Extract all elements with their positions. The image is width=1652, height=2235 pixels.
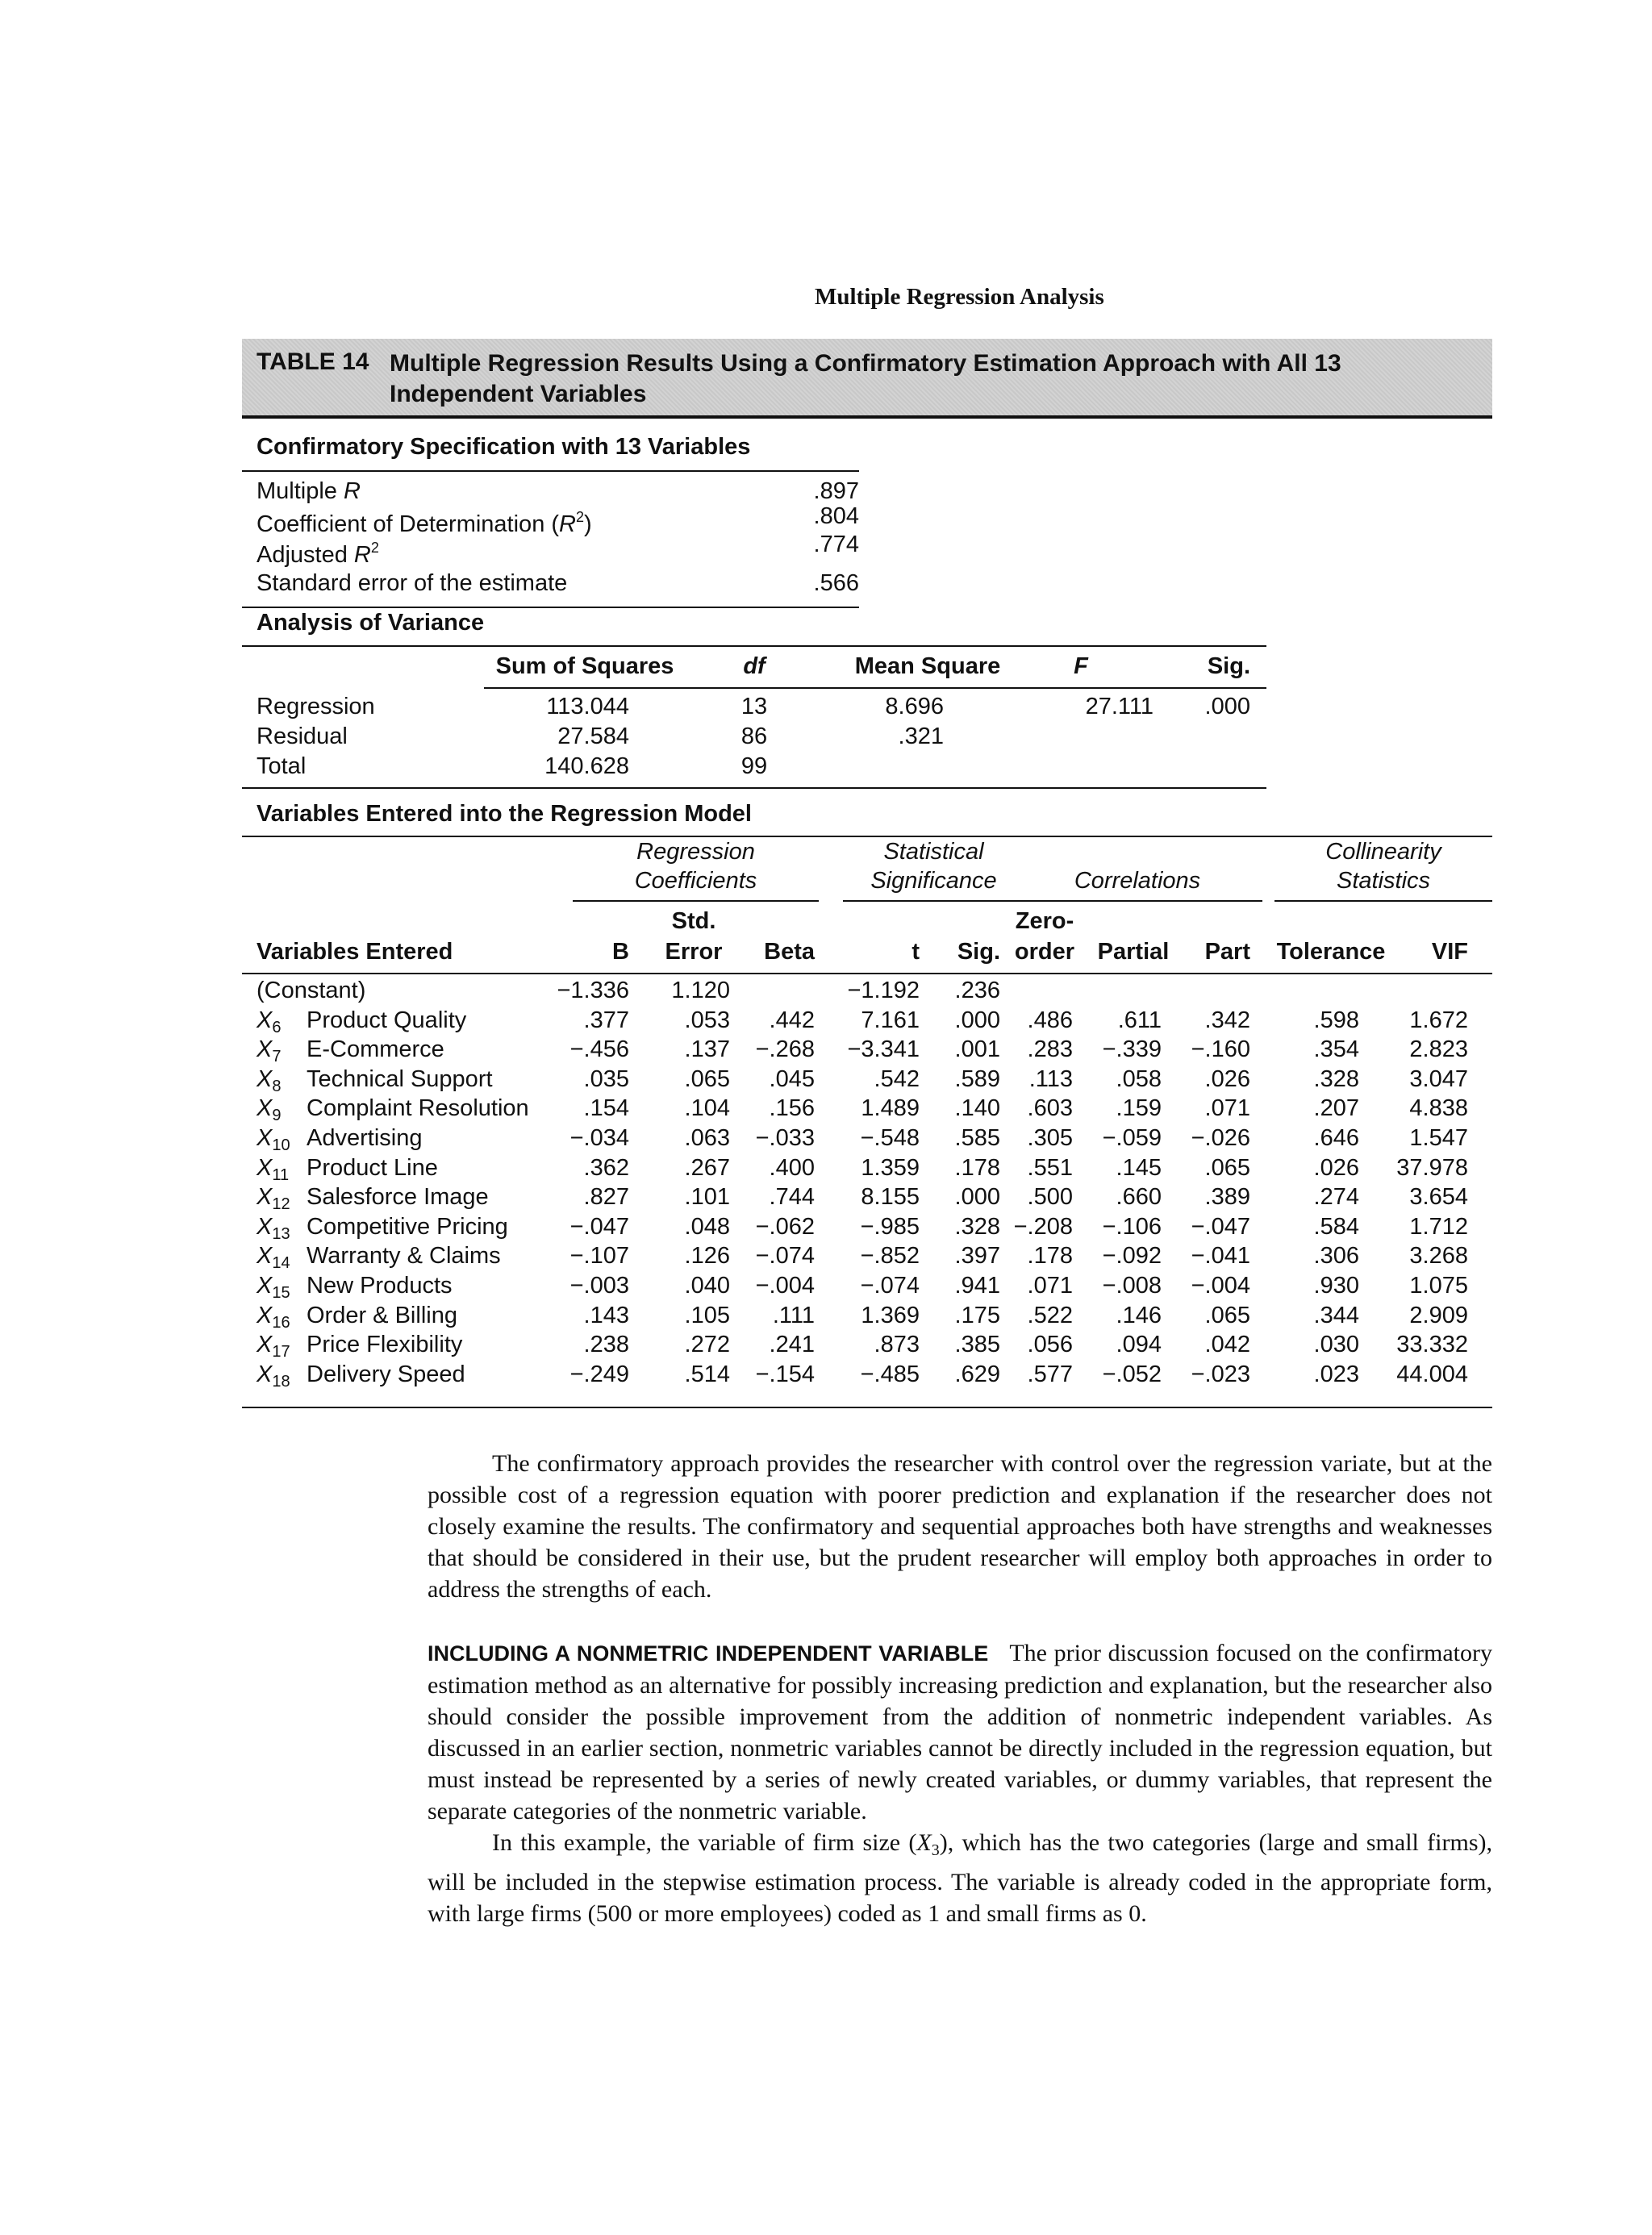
group-rule-significance xyxy=(843,900,1024,902)
cell-vif: 2.909 xyxy=(1409,1303,1468,1328)
cell-part: −.004 xyxy=(1191,1273,1250,1299)
cell-tol: .646 xyxy=(1313,1125,1359,1151)
paragraph-3-text-b: ), which has the two categories (large and small firms), will be included in the stepwise estimation process. The variable is already coded in the appropriate form, with large firms (500 or more employees) coded as 1 and small firms as 0. xyxy=(428,1829,1492,1927)
variable-subscript: 9 xyxy=(272,1107,282,1124)
variable-code xyxy=(257,1303,290,1332)
variable-code xyxy=(257,1332,290,1361)
cell-zero: .056 xyxy=(1027,1332,1073,1357)
cell-vif: 1.547 xyxy=(1409,1125,1468,1151)
cell-sig: .397 xyxy=(954,1243,1000,1269)
anova-cell: .000 xyxy=(1204,694,1250,719)
cell-t: −.985 xyxy=(860,1214,920,1240)
cell-se: .048 xyxy=(684,1214,730,1240)
variable-code xyxy=(257,1273,290,1303)
cell-sig: .175 xyxy=(954,1303,1000,1328)
summary-value: .566 xyxy=(813,570,859,596)
cell-part: −.026 xyxy=(1191,1125,1250,1151)
variable-code xyxy=(257,1125,290,1155)
model-summary-heading: Confirmatory Specification with 13 Variables xyxy=(257,434,751,460)
cell-partial: .145 xyxy=(1116,1155,1162,1181)
group-header-regression: Regression xyxy=(636,839,755,865)
cell-partial: −.092 xyxy=(1102,1243,1162,1269)
cell-part: .026 xyxy=(1204,1066,1250,1092)
cell-sig: .178 xyxy=(954,1155,1000,1181)
paragraph-2 xyxy=(428,1637,1492,1827)
variable-code xyxy=(257,1361,290,1391)
cell-vif: 1.712 xyxy=(1409,1214,1468,1240)
cell-vif: 37.978 xyxy=(1396,1155,1468,1181)
variable-code xyxy=(257,1036,281,1066)
cell-tol: .023 xyxy=(1313,1361,1359,1387)
variable-name: Price Flexibility xyxy=(307,1332,463,1357)
anova-cell: 140.628 xyxy=(544,753,629,779)
anova-cell: 13 xyxy=(740,694,768,719)
cell-t: −1.192 xyxy=(847,978,920,1003)
cell-vif: 1.672 xyxy=(1409,1007,1468,1033)
cell-sig: .000 xyxy=(954,1184,1000,1210)
cell-sig: .140 xyxy=(954,1095,1000,1121)
cell-tol: .306 xyxy=(1313,1243,1359,1269)
variable-letter: X xyxy=(257,1125,273,1151)
cell-zero: .178 xyxy=(1027,1243,1073,1269)
cell-zero: .577 xyxy=(1027,1361,1073,1387)
variable-name: Competitive Pricing xyxy=(307,1214,508,1240)
cell-partial: −.059 xyxy=(1102,1125,1162,1151)
cell-tol: .207 xyxy=(1313,1095,1359,1121)
cell-b: .143 xyxy=(583,1303,629,1328)
variable-letter: X xyxy=(257,1214,273,1240)
cell-zero: .551 xyxy=(1027,1155,1073,1181)
variable-letter: X xyxy=(257,1273,273,1299)
cell-b: −.456 xyxy=(569,1036,629,1062)
summary-value: .897 xyxy=(813,478,859,504)
col-header-vif: VIF xyxy=(1431,939,1468,965)
col-header-zero: Zero- xyxy=(1015,908,1074,934)
cell-partial: .159 xyxy=(1116,1095,1162,1121)
cell-b: −.034 xyxy=(569,1125,629,1151)
group-rule-regression xyxy=(573,900,819,902)
variable-name: (Constant) xyxy=(257,978,366,1003)
cell-vif: 3.047 xyxy=(1409,1066,1468,1092)
cell-sig: .328 xyxy=(954,1214,1000,1240)
cell-t: −.852 xyxy=(860,1243,920,1269)
cell-tol: .598 xyxy=(1313,1007,1359,1033)
variable-subscript: 17 xyxy=(272,1343,290,1361)
variable-code xyxy=(257,1066,281,1096)
anova-cell: 113.044 xyxy=(546,694,629,719)
cell-sig: .589 xyxy=(954,1066,1000,1092)
cell-part: .042 xyxy=(1204,1332,1250,1357)
cell-beta: −.004 xyxy=(755,1273,815,1299)
variable-code xyxy=(257,1007,281,1037)
variable-name: Advertising xyxy=(307,1125,423,1151)
cell-beta: −.062 xyxy=(755,1214,815,1240)
col-header-std: Std. xyxy=(671,908,716,934)
variable-name: Product Line xyxy=(307,1155,438,1181)
cell-b: .377 xyxy=(583,1007,629,1033)
cell-t: −3.341 xyxy=(847,1036,920,1062)
variable-code xyxy=(257,1095,281,1125)
variable-subscript: 16 xyxy=(272,1314,290,1332)
anova-cell: 27.111 xyxy=(1085,694,1153,719)
cell-part: .065 xyxy=(1204,1155,1250,1181)
cell-tol: .354 xyxy=(1313,1036,1359,1062)
variable-letter: X xyxy=(257,1184,273,1210)
variable-letter: X xyxy=(257,1007,273,1033)
variable-subscript: 14 xyxy=(272,1254,290,1272)
cell-vif: 3.268 xyxy=(1409,1243,1468,1269)
variable-subscript: 12 xyxy=(272,1195,290,1213)
anova-header-ms: Mean Square xyxy=(854,653,1001,679)
cell-beta: −.033 xyxy=(755,1125,815,1151)
col-header-t: t xyxy=(912,939,920,965)
cell-t: 1.359 xyxy=(861,1155,920,1181)
variable-name: New Products xyxy=(307,1273,453,1299)
variable-letter: X xyxy=(257,1095,273,1121)
cell-tol: .026 xyxy=(1313,1155,1359,1181)
summary-label-se: Standard error of the estimate xyxy=(257,570,568,596)
variable-letter: X xyxy=(257,1303,273,1328)
cell-beta: −.268 xyxy=(755,1036,815,1062)
run-in-heading: INCLUDING A NONMETRIC INDEPENDENT VARIABLE xyxy=(428,1641,989,1666)
cell-t: 1.489 xyxy=(861,1095,920,1121)
variable-name: Order & Billing xyxy=(307,1303,457,1328)
cell-t: 8.155 xyxy=(861,1184,920,1210)
cell-zero: .283 xyxy=(1027,1036,1073,1062)
cell-t: −.074 xyxy=(860,1273,920,1299)
cell-vif: 3.654 xyxy=(1409,1184,1468,1210)
variable-subscript: 10 xyxy=(272,1136,290,1154)
cell-sig: .941 xyxy=(954,1273,1000,1299)
cell-b: .154 xyxy=(583,1095,629,1121)
cell-b: −.107 xyxy=(569,1243,629,1269)
variable-letter: X xyxy=(257,1036,273,1062)
cell-zero: .522 xyxy=(1027,1303,1073,1328)
variable-letter: X xyxy=(257,1066,273,1092)
cell-beta: .744 xyxy=(769,1184,815,1210)
col-header-variables: Variables Entered xyxy=(257,939,453,965)
group-header-correlations: Correlations xyxy=(1074,868,1201,894)
cell-vif: 2.823 xyxy=(1409,1036,1468,1062)
cell-part: −.160 xyxy=(1191,1036,1250,1062)
variable-code xyxy=(257,1214,290,1244)
cell-vif: 4.838 xyxy=(1409,1095,1468,1121)
summary-rule-top xyxy=(242,470,859,472)
cell-beta: .241 xyxy=(769,1332,815,1357)
variable-letter: X xyxy=(257,1243,273,1269)
cell-partial: .058 xyxy=(1116,1066,1162,1092)
summary-value: .804 xyxy=(813,503,859,529)
cell-se: .105 xyxy=(684,1303,730,1328)
cell-zero: .500 xyxy=(1027,1184,1073,1210)
table-banner xyxy=(242,339,1492,419)
anova-cell: 99 xyxy=(740,753,768,779)
cell-sig: .001 xyxy=(954,1036,1000,1062)
anova-header-sig: Sig. xyxy=(1207,653,1250,679)
anova-rule-bottom xyxy=(242,787,1266,789)
cell-partial: .146 xyxy=(1116,1303,1162,1328)
cell-part: −.023 xyxy=(1191,1361,1250,1387)
cell-tol: .930 xyxy=(1313,1273,1359,1299)
cell-tol: .328 xyxy=(1313,1066,1359,1092)
cell-se: .101 xyxy=(684,1184,730,1210)
cell-b: .238 xyxy=(583,1332,629,1357)
variable-name: Delivery Speed xyxy=(307,1361,465,1387)
cell-zero: −.208 xyxy=(1013,1214,1073,1240)
cell-b: −1.336 xyxy=(557,978,629,1003)
variable-subscript: 15 xyxy=(272,1284,290,1302)
variable-subscript: 11 xyxy=(272,1166,290,1184)
body-text xyxy=(428,1448,1492,1929)
col-header-b: B xyxy=(612,939,629,965)
cell-vif: 1.075 xyxy=(1409,1273,1468,1299)
variable-letter: X xyxy=(257,1332,273,1357)
cell-sig: .585 xyxy=(954,1125,1000,1151)
variable-subscript: 8 xyxy=(272,1078,282,1095)
summary-value: .774 xyxy=(813,532,859,557)
group-header-collinearity: Collinearity xyxy=(1325,839,1441,865)
variable-code xyxy=(257,1155,289,1185)
cell-part: −.041 xyxy=(1191,1243,1250,1269)
cell-se: .272 xyxy=(684,1332,730,1357)
cell-zero: .603 xyxy=(1027,1095,1073,1121)
variable-letter: X xyxy=(257,1361,273,1387)
cell-beta: −.154 xyxy=(755,1361,815,1387)
col-header-beta: Beta xyxy=(764,939,815,965)
cell-t: 1.369 xyxy=(861,1303,920,1328)
variable-letter: X xyxy=(257,1155,273,1181)
cell-partial: .660 xyxy=(1116,1184,1162,1210)
anova-heading: Analysis of Variance xyxy=(257,610,485,636)
anova-rule-header xyxy=(484,687,1266,689)
cell-beta: .156 xyxy=(769,1095,815,1121)
cell-sig: .629 xyxy=(954,1361,1000,1387)
variable-subscript: 6 xyxy=(272,1019,282,1036)
cell-beta: .442 xyxy=(769,1007,815,1033)
cell-zero: .305 xyxy=(1027,1125,1073,1151)
cell-beta: −.074 xyxy=(755,1243,815,1269)
col-header-part: Part xyxy=(1204,939,1250,965)
cell-t: .873 xyxy=(874,1332,920,1357)
group-rule-correlations xyxy=(1012,900,1262,902)
cell-zero: .113 xyxy=(1028,1066,1073,1092)
cell-part: .065 xyxy=(1204,1303,1250,1328)
variable-name: Complaint Resolution xyxy=(307,1095,529,1121)
cell-tol: .274 xyxy=(1313,1184,1359,1210)
cell-se: .065 xyxy=(684,1066,730,1092)
anova-header-f: F xyxy=(1074,653,1088,679)
col-header-order: order xyxy=(1014,939,1075,965)
anova-row-label: Total xyxy=(257,753,307,779)
variable-name: Product Quality xyxy=(307,1007,467,1033)
variable-code xyxy=(257,1243,290,1273)
group-header-collinearity: Statistics xyxy=(1336,868,1431,894)
cell-sig: .385 xyxy=(954,1332,1000,1357)
col-header-partial: Partial xyxy=(1097,939,1170,965)
anova-row-label: Regression xyxy=(257,694,375,719)
cell-t: .542 xyxy=(874,1066,920,1092)
summary-label-adj-r2: Adjusted $R^2$ xyxy=(257,540,379,568)
cell-se: .514 xyxy=(684,1361,730,1387)
coefficients-heading: Variables Entered into the Regression Model xyxy=(257,801,752,827)
summary-label-r2: Coefficient of Determination $(R^2)$ xyxy=(257,509,592,537)
anova-header-df: df xyxy=(743,653,766,679)
cell-partial: .094 xyxy=(1116,1332,1162,1357)
cell-tol: .030 xyxy=(1313,1332,1359,1357)
paragraph-3-text-a: In this example, the variable of firm size ( xyxy=(492,1829,917,1856)
variable-name: Salesforce Image xyxy=(307,1184,489,1210)
variable-name: Technical Support xyxy=(307,1066,493,1092)
coef-rule-header xyxy=(242,973,1492,974)
variable-subscript: 7 xyxy=(272,1048,282,1065)
paragraph-3-subscript: 3 xyxy=(931,1841,940,1859)
col-header-sig: Sig. xyxy=(957,939,1000,965)
anova-header-ss: Sum of Squares xyxy=(495,653,674,679)
variable-name: E-Commerce xyxy=(307,1036,444,1062)
group-header-significance: Significance xyxy=(870,868,997,894)
cell-b: .362 xyxy=(583,1155,629,1181)
cell-vif: 33.332 xyxy=(1396,1332,1468,1357)
running-head: Multiple Regression Analysis xyxy=(815,284,1104,310)
cell-tol: .584 xyxy=(1313,1214,1359,1240)
col-header-tolerance: Tolerance xyxy=(1276,939,1386,965)
paragraph-3 xyxy=(428,1827,1492,1929)
cell-se: .063 xyxy=(684,1125,730,1151)
variable-subscript: 18 xyxy=(272,1373,290,1391)
summary-rule-bottom xyxy=(242,607,859,608)
cell-part: .071 xyxy=(1204,1095,1250,1121)
cell-se: 1.120 xyxy=(671,978,730,1003)
cell-se: .104 xyxy=(684,1095,730,1121)
cell-se: .040 xyxy=(684,1273,730,1299)
cell-tol: .344 xyxy=(1313,1303,1359,1328)
cell-b: −.047 xyxy=(569,1214,629,1240)
cell-part: −.047 xyxy=(1191,1214,1250,1240)
summary-label-multiple-r: Multiple R xyxy=(257,478,361,504)
cell-partial: −.052 xyxy=(1102,1361,1162,1387)
cell-b: −.249 xyxy=(569,1361,629,1387)
cell-part: .389 xyxy=(1204,1184,1250,1210)
cell-beta: .045 xyxy=(769,1066,815,1092)
cell-partial: −.106 xyxy=(1102,1214,1162,1240)
paragraph-2-text: The prior discussion focused on the confirmatory estimation method as an alternative for possibly increasing prediction and explanation, but the researcher also should consider the possible improvement from the addition of nonmetric independent variables. As discussed in an earlier section, nonmetric variables cannot be directly included in the regression equation, but must instead be represented by a series of newly created variables, or dummy variables, that represent the separate categories of the nonmetric variable. xyxy=(428,1640,1492,1824)
col-header-error: Error xyxy=(665,939,723,965)
variable-code xyxy=(257,1184,290,1214)
cell-b: .035 xyxy=(583,1066,629,1092)
cell-beta: .111 xyxy=(772,1303,815,1328)
anova-cell: .321 xyxy=(898,723,944,749)
anova-row-label: Residual xyxy=(257,723,348,749)
cell-sig: .236 xyxy=(954,978,1000,1003)
group-rule-collinearity xyxy=(1274,900,1492,902)
cell-t: −.485 xyxy=(860,1361,920,1387)
anova-rule-top xyxy=(242,645,1266,647)
anova-cell: 27.584 xyxy=(557,723,629,749)
cell-zero: .486 xyxy=(1027,1007,1073,1033)
cell-sig: .000 xyxy=(954,1007,1000,1033)
anova-cell: 8.696 xyxy=(885,694,944,719)
variable-subscript: 13 xyxy=(272,1225,290,1243)
cell-se: .267 xyxy=(684,1155,730,1181)
coef-rule-bottom xyxy=(242,1407,1492,1408)
paragraph-1: The confirmatory approach provides the researcher with control over the regression variate, but at the possible cost of a regression equation with poorer prediction and explanation if the researcher does not closely examine the results. The confirmatory and sequential approaches both have strengths and weaknesses that should be considered in their use, but the prudent researcher will employ both approaches in order to address the strengths of each. xyxy=(428,1450,1492,1603)
cell-zero: .071 xyxy=(1027,1273,1073,1299)
cell-partial: −.339 xyxy=(1102,1036,1162,1062)
group-header-significance: Statistical xyxy=(883,839,984,865)
cell-t: −.548 xyxy=(860,1125,920,1151)
cell-se: .126 xyxy=(684,1243,730,1269)
variable-name: Warranty & Claims xyxy=(307,1243,501,1269)
cell-partial: .611 xyxy=(1117,1007,1162,1033)
cell-part: .342 xyxy=(1204,1007,1250,1033)
cell-partial: −.008 xyxy=(1102,1273,1162,1299)
group-header-regression: Coefficients xyxy=(634,868,757,894)
cell-b: −.003 xyxy=(569,1273,629,1299)
cell-se: .053 xyxy=(684,1007,730,1033)
paragraph-3-variable: X xyxy=(916,1829,932,1856)
anova-cell: 86 xyxy=(740,723,768,749)
table-number: TABLE 14 xyxy=(257,348,369,375)
coef-rule-top xyxy=(242,836,1492,837)
cell-b: .827 xyxy=(583,1184,629,1210)
cell-beta: .400 xyxy=(769,1155,815,1181)
table-title: Multiple Regression Results Using a Confirmatory Estimation Approach with All 13 Independent Variables xyxy=(390,350,1341,407)
cell-t: 7.161 xyxy=(861,1007,920,1033)
cell-vif: 44.004 xyxy=(1396,1361,1468,1387)
cell-se: .137 xyxy=(684,1036,730,1062)
